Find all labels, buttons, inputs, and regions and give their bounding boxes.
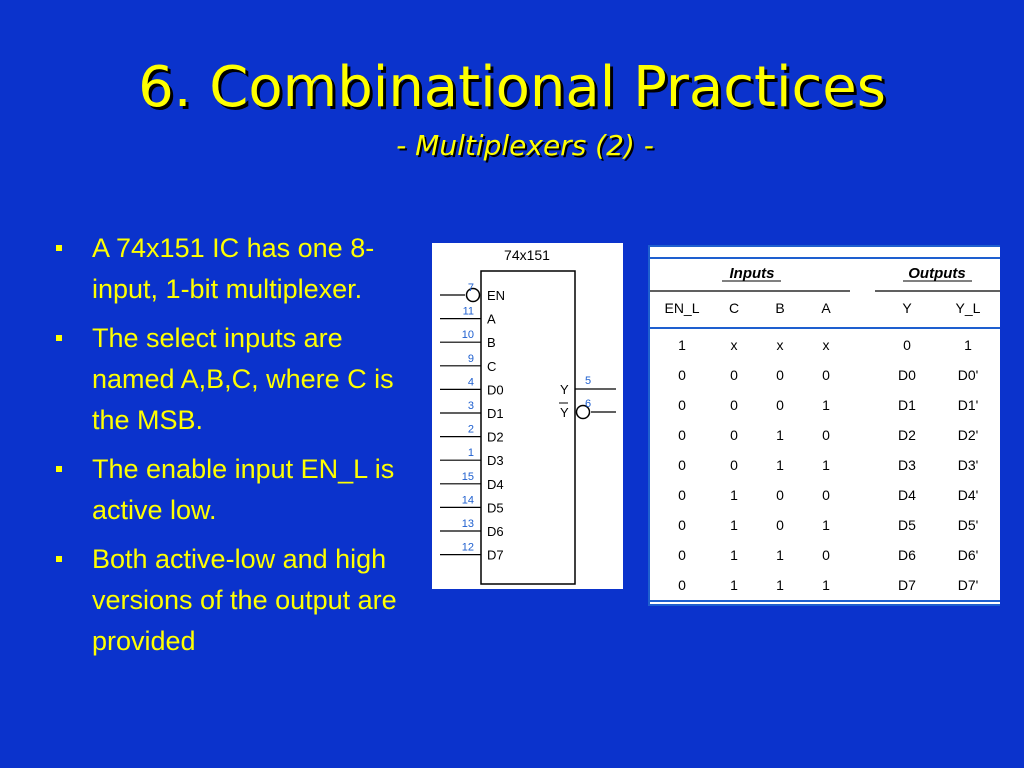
bullet-item <box>56 228 406 310</box>
bullet-list <box>56 228 406 670</box>
table-cell: 1 <box>776 427 784 443</box>
input-pin-number: 3 <box>467 400 474 412</box>
column-header: C <box>728 300 740 316</box>
table-cell: D4 <box>898 487 916 503</box>
chip-name: 74x151 <box>504 247 550 263</box>
input-pin-number: 13 <box>461 518 474 530</box>
table-cell: 0 <box>776 367 784 383</box>
table-cell: 1 <box>730 487 738 503</box>
input-pin-label: D0 <box>487 382 504 398</box>
table-cell: x <box>822 337 830 353</box>
table-cell: D3' <box>957 457 979 473</box>
table-cell: D5 <box>898 517 916 533</box>
output-pin-label: Y <box>560 382 569 397</box>
chip-symbol <box>432 243 623 589</box>
table-cell: 0 <box>730 397 738 413</box>
input-pin-label: D3 <box>487 453 504 469</box>
table-cell: D6 <box>898 547 916 563</box>
column-header: EN_L <box>664 300 700 316</box>
table-cell: 0 <box>822 427 830 443</box>
truth-table-grid <box>650 247 1000 604</box>
slide-title: 6. Combinational Practices <box>138 55 886 120</box>
bullet-item <box>56 318 406 441</box>
input-pin-label: B <box>487 335 496 351</box>
table-cell: D0' <box>957 367 979 383</box>
table-cell: 1 <box>822 577 830 593</box>
table-cell: D4' <box>957 487 979 503</box>
bullet-item <box>56 449 406 531</box>
input-pin-label: D6 <box>487 524 504 539</box>
input-pin-label: D1 <box>487 406 504 421</box>
table-cell: 0 <box>776 517 784 533</box>
group-header-inputs: Inputs <box>729 265 775 282</box>
table-cell: 1 <box>964 337 972 353</box>
input-pin-label: D7 <box>487 547 504 563</box>
table-cell: 1 <box>822 397 830 413</box>
bullet-text: Both active-low and high versions of the output are provided <box>92 544 397 656</box>
table-cell: 0 <box>678 577 686 593</box>
column-header: Y <box>902 300 912 316</box>
bullet-marker-icon <box>56 466 62 472</box>
table-cell: D5' <box>957 517 979 533</box>
table-cell: D2 <box>898 427 916 443</box>
table-cell: 0 <box>903 337 911 353</box>
table-cell: 0 <box>730 427 738 443</box>
chip-diagram <box>432 243 623 589</box>
table-cell: D6' <box>957 547 979 563</box>
table-cell: D1' <box>957 397 979 413</box>
table-cell: 1 <box>730 577 738 593</box>
table-cell: 0 <box>678 427 686 443</box>
output-pin-label: Y <box>560 405 569 420</box>
table-cell: 0 <box>678 487 686 503</box>
table-cell: 0 <box>822 547 830 563</box>
table-cell: 0 <box>678 547 686 563</box>
column-header: B <box>775 300 785 316</box>
bullet-text: A 74x151 IC has one 8-input, 1-bit multiplexer. <box>92 233 375 304</box>
input-pin-number: 1 <box>467 447 474 460</box>
input-pin-number: 10 <box>461 329 474 342</box>
table-cell: 0 <box>678 457 686 473</box>
table-cell: 1 <box>730 517 738 533</box>
column-header: A <box>821 300 831 316</box>
table-cell: 0 <box>822 487 830 503</box>
input-pin-label: D5 <box>487 500 504 516</box>
table-cell: x <box>776 337 784 353</box>
table-cell: 0 <box>678 517 686 533</box>
output-pin-number: 5 <box>585 375 592 387</box>
input-pin-number: 15 <box>461 470 474 483</box>
input-pin-number: 9 <box>467 352 474 365</box>
input-pin-label: D2 <box>487 429 504 445</box>
input-pin-number: 7 <box>467 282 474 294</box>
output-pin-number: 6 <box>585 398 592 410</box>
table-cell: 1 <box>822 517 830 533</box>
table-cell: 0 <box>678 397 686 413</box>
group-header-outputs: Outputs <box>908 265 966 282</box>
bullet-text: The enable input EN_L is active low. <box>92 454 395 525</box>
table-cell: 1 <box>776 457 784 473</box>
table-cell: 1 <box>776 547 784 563</box>
truth-table <box>648 245 1000 606</box>
input-pin-number: 4 <box>467 376 474 389</box>
table-cell: D0 <box>898 367 916 383</box>
input-pin-number: 12 <box>461 541 474 554</box>
bullet-text: The select inputs are named A,B,C, where C is the MSB. <box>92 323 394 435</box>
table-cell: D7 <box>898 577 916 593</box>
table-cell: 0 <box>730 457 738 473</box>
table-cell: 0 <box>730 367 738 383</box>
table-cell: 1 <box>776 577 784 593</box>
input-pin-label: A <box>487 311 496 327</box>
table-cell: 0 <box>776 397 784 413</box>
table-cell: D1 <box>898 397 916 413</box>
input-pin-label: C <box>487 358 497 374</box>
bullet-marker-icon <box>56 335 62 341</box>
bullet-item <box>56 539 406 662</box>
bullet-marker-icon <box>56 556 62 562</box>
input-pin-label: EN <box>487 288 506 303</box>
table-cell: 1 <box>822 457 830 473</box>
table-cell: D3 <box>898 457 916 473</box>
input-pin-number: 2 <box>467 423 474 436</box>
table-cell: D7' <box>957 577 979 593</box>
slide-subtitle: - Multiplexers (2) - <box>396 129 654 162</box>
table-cell: 0 <box>678 367 686 383</box>
column-header: Y_L <box>955 300 981 316</box>
table-cell: x <box>730 337 738 353</box>
bullet-marker-icon <box>56 245 62 251</box>
table-cell: D2' <box>957 427 979 443</box>
table-cell: 0 <box>822 367 830 383</box>
input-pin-label: D4 <box>487 476 504 492</box>
table-cell: 1 <box>730 547 738 563</box>
table-cell: 1 <box>678 337 686 353</box>
table-cell: 0 <box>776 487 784 503</box>
input-pin-number: 11 <box>462 305 474 318</box>
input-pin-number: 14 <box>461 494 474 507</box>
